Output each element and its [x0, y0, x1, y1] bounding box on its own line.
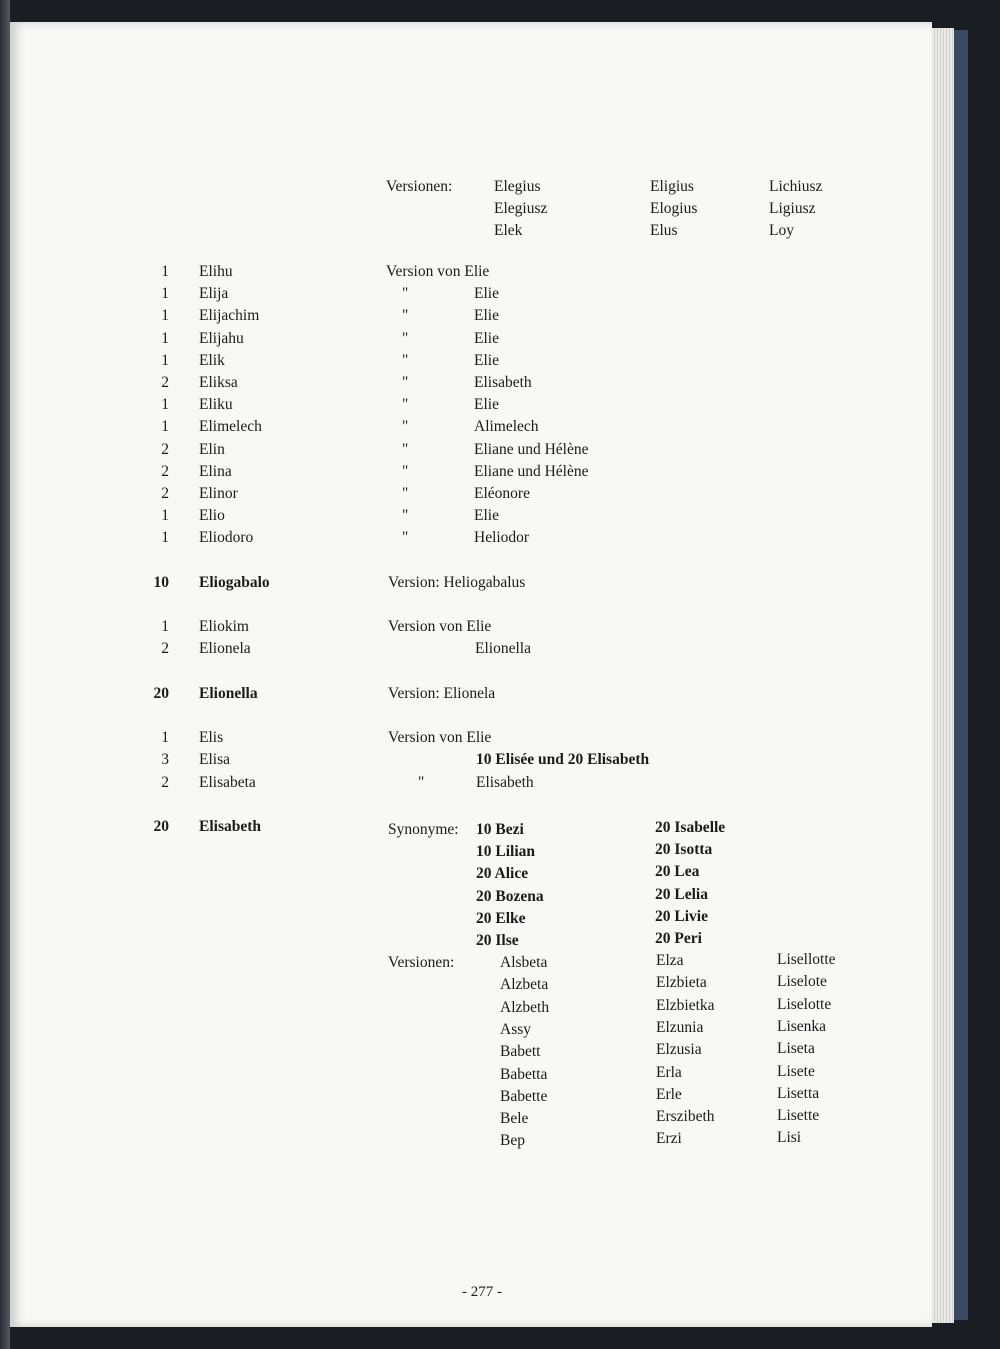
entry-name: Elin: [199, 440, 225, 458]
page-number: - 277 -: [462, 1284, 502, 1300]
version-item: Elzbieta: [656, 974, 707, 992]
synonym-item: 20 Livie: [655, 907, 708, 925]
synonym-item: 20 Alice: [476, 865, 529, 883]
version-item: Elzusia: [656, 1041, 702, 1059]
version-von-line: Version von Elie: [386, 263, 490, 280]
synonym-item: 20 Ilse: [476, 932, 519, 949]
version-item: Alzbeth: [500, 998, 550, 1016]
version-item: Elogius: [650, 200, 698, 217]
entry-name: Elisa: [199, 751, 230, 769]
entry-number: 2: [161, 485, 169, 502]
entry-name: Elimelech: [199, 418, 262, 436]
entry-number: 1: [161, 507, 169, 525]
version-item: Elek: [494, 222, 523, 239]
entry-number: 2: [161, 773, 169, 791]
entry-name: Elinor: [199, 485, 238, 502]
ditto-reference: Alimelech: [474, 418, 539, 436]
version-item: Elus: [650, 222, 678, 239]
synonym-item: 20 Lea: [655, 863, 700, 881]
version-item: Lisetta: [777, 1084, 820, 1102]
entry-number: 20: [153, 818, 169, 835]
synonym-item: 10 Lilian: [476, 843, 536, 861]
ditto-reference: Elisabeth: [474, 374, 532, 391]
ditto-mark: ": [402, 374, 409, 391]
ditto-reference: Elisabeth: [476, 773, 534, 791]
version-item: Alzbeta: [500, 976, 549, 994]
version-item: Babette: [500, 1087, 548, 1105]
entry-number: 1: [161, 351, 169, 369]
entry-name: Eliodoro: [199, 529, 254, 547]
synonym-item: 10 Bezi: [476, 821, 524, 838]
entry-number: 1: [161, 396, 169, 414]
entry-name: Elijahu: [199, 329, 244, 347]
version-item: Erszibeth: [656, 1108, 715, 1126]
ditto-mark: ": [402, 529, 409, 547]
version-item: Liselotte: [777, 995, 832, 1013]
synonym-item: 20 Elke: [476, 909, 526, 927]
version-line: Version: Elionela: [388, 684, 496, 702]
entry-number: 2: [161, 440, 169, 458]
entry-name: Elionella: [199, 684, 258, 702]
version-item: Babetta: [500, 1065, 548, 1083]
version-item: Liselote: [777, 973, 827, 991]
version-item: Bele: [500, 1110, 529, 1128]
entry-name: Elihu: [199, 263, 233, 280]
entry-number: 2: [161, 374, 169, 391]
versionen-label: Versionen:: [386, 178, 453, 195]
synonym-item: 20 Isotta: [655, 841, 713, 859]
entry-number: 2: [161, 462, 169, 480]
ditto-mark: ": [402, 351, 409, 369]
entry-name: Eliogabalo: [199, 573, 270, 591]
version-item: Erla: [656, 1063, 682, 1081]
entry-name: Elionela: [199, 640, 251, 658]
ditto-reference: Eliane und Hélène: [474, 462, 589, 480]
version-item: Bep: [500, 1132, 525, 1150]
entry-number: 1: [161, 418, 169, 436]
version-item: Elzbietka: [656, 996, 715, 1014]
entry-number: 20: [153, 684, 169, 702]
ditto-reference: Elie: [474, 507, 499, 525]
ditto-mark: ": [402, 396, 409, 414]
ditto-reference: Elie: [474, 329, 499, 347]
ditto-mark: ": [402, 418, 409, 436]
version-von-line: Version von Elie: [388, 618, 492, 636]
ditto-reference: Eliane und Hélène: [474, 440, 589, 458]
ditto-mark: ": [402, 507, 409, 525]
entry-name: Elio: [199, 507, 225, 525]
version-reference: Elionella: [475, 640, 531, 658]
ditto-mark: ": [402, 462, 409, 480]
version-item: Alsbeta: [500, 954, 548, 971]
page-edges: [932, 28, 954, 1323]
version-item: Lisi: [777, 1129, 802, 1147]
synonym-reference: 10 Elisée und 20 Elisabeth: [476, 751, 650, 769]
entry-number: 3: [161, 751, 169, 769]
synonym-item: 20 Lelia: [655, 885, 708, 903]
version-item: Elzunia: [656, 1018, 704, 1036]
version-item: Assy: [500, 1020, 532, 1038]
synonym-item: 20 Isabelle: [655, 819, 726, 836]
version-item: Lisete: [777, 1062, 815, 1080]
ditto-mark: ": [402, 285, 409, 303]
ditto-reference: Eléonore: [474, 485, 530, 502]
entry-number: 1: [161, 285, 169, 303]
version-item: Elegiusz: [494, 200, 548, 217]
version-item: Elegius: [494, 178, 541, 195]
entry-number: 1: [161, 618, 169, 636]
ditto-reference: Elie: [474, 351, 499, 369]
synonym-item: 20 Peri: [655, 930, 702, 947]
entry-number: 1: [161, 263, 169, 280]
synonyme-label: Synonyme:: [388, 821, 459, 838]
version-item: Elza: [656, 952, 684, 969]
ditto-mark: ": [402, 329, 409, 347]
entry-name: Elina: [199, 462, 232, 480]
version-item: Eligius: [650, 178, 694, 195]
version-item: Liseta: [777, 1040, 815, 1058]
ditto-reference: Elie: [474, 285, 499, 303]
version-item: Lichiusz: [769, 178, 823, 195]
version-item: Erle: [656, 1085, 682, 1103]
version-item: Lisenka: [777, 1017, 827, 1035]
ditto-mark: ": [402, 440, 409, 458]
version-item: Lisette: [777, 1107, 820, 1125]
entry-number: 2: [161, 640, 169, 658]
entry-name: Eliku: [199, 396, 233, 414]
entry-name: Elija: [199, 285, 229, 303]
ditto-mark: ": [402, 307, 409, 325]
synonym-item: 20 Bozena: [476, 887, 544, 905]
version-item: Babett: [500, 1043, 541, 1061]
entry-number: 1: [161, 329, 169, 347]
entry-name: Eliokim: [199, 618, 249, 636]
ditto-reference: Elie: [474, 396, 499, 414]
entry-name: Elisabeth: [199, 818, 262, 835]
ditto-reference: Heliodor: [474, 529, 530, 547]
entry-name: Elis: [199, 729, 224, 747]
version-item: Lisellotte: [777, 951, 836, 968]
ditto-mark: ": [418, 773, 425, 791]
entry-number: 10: [153, 573, 169, 591]
entry-name: Elijachim: [199, 307, 260, 325]
version-item: Erzi: [656, 1130, 682, 1148]
versionen-label: Versionen:: [388, 954, 455, 971]
book-spine-shadow: [0, 0, 10, 1349]
version-item: Loy: [769, 222, 794, 239]
version-von-line: Version von Elie: [388, 729, 492, 747]
entry-number: 1: [161, 307, 169, 325]
entry-number: 1: [161, 529, 169, 547]
entry-name: Elik: [199, 351, 225, 369]
book-cover-edge: [954, 30, 968, 1320]
ditto-mark: ": [402, 485, 409, 502]
version-line: Version: Heliogabalus: [388, 573, 526, 591]
entry-name: Eliksa: [199, 374, 238, 391]
entry-name: Elisabeta: [199, 773, 256, 791]
ditto-reference: Elie: [474, 307, 499, 325]
entry-number: 1: [161, 729, 169, 747]
version-item: Ligiusz: [769, 200, 816, 217]
